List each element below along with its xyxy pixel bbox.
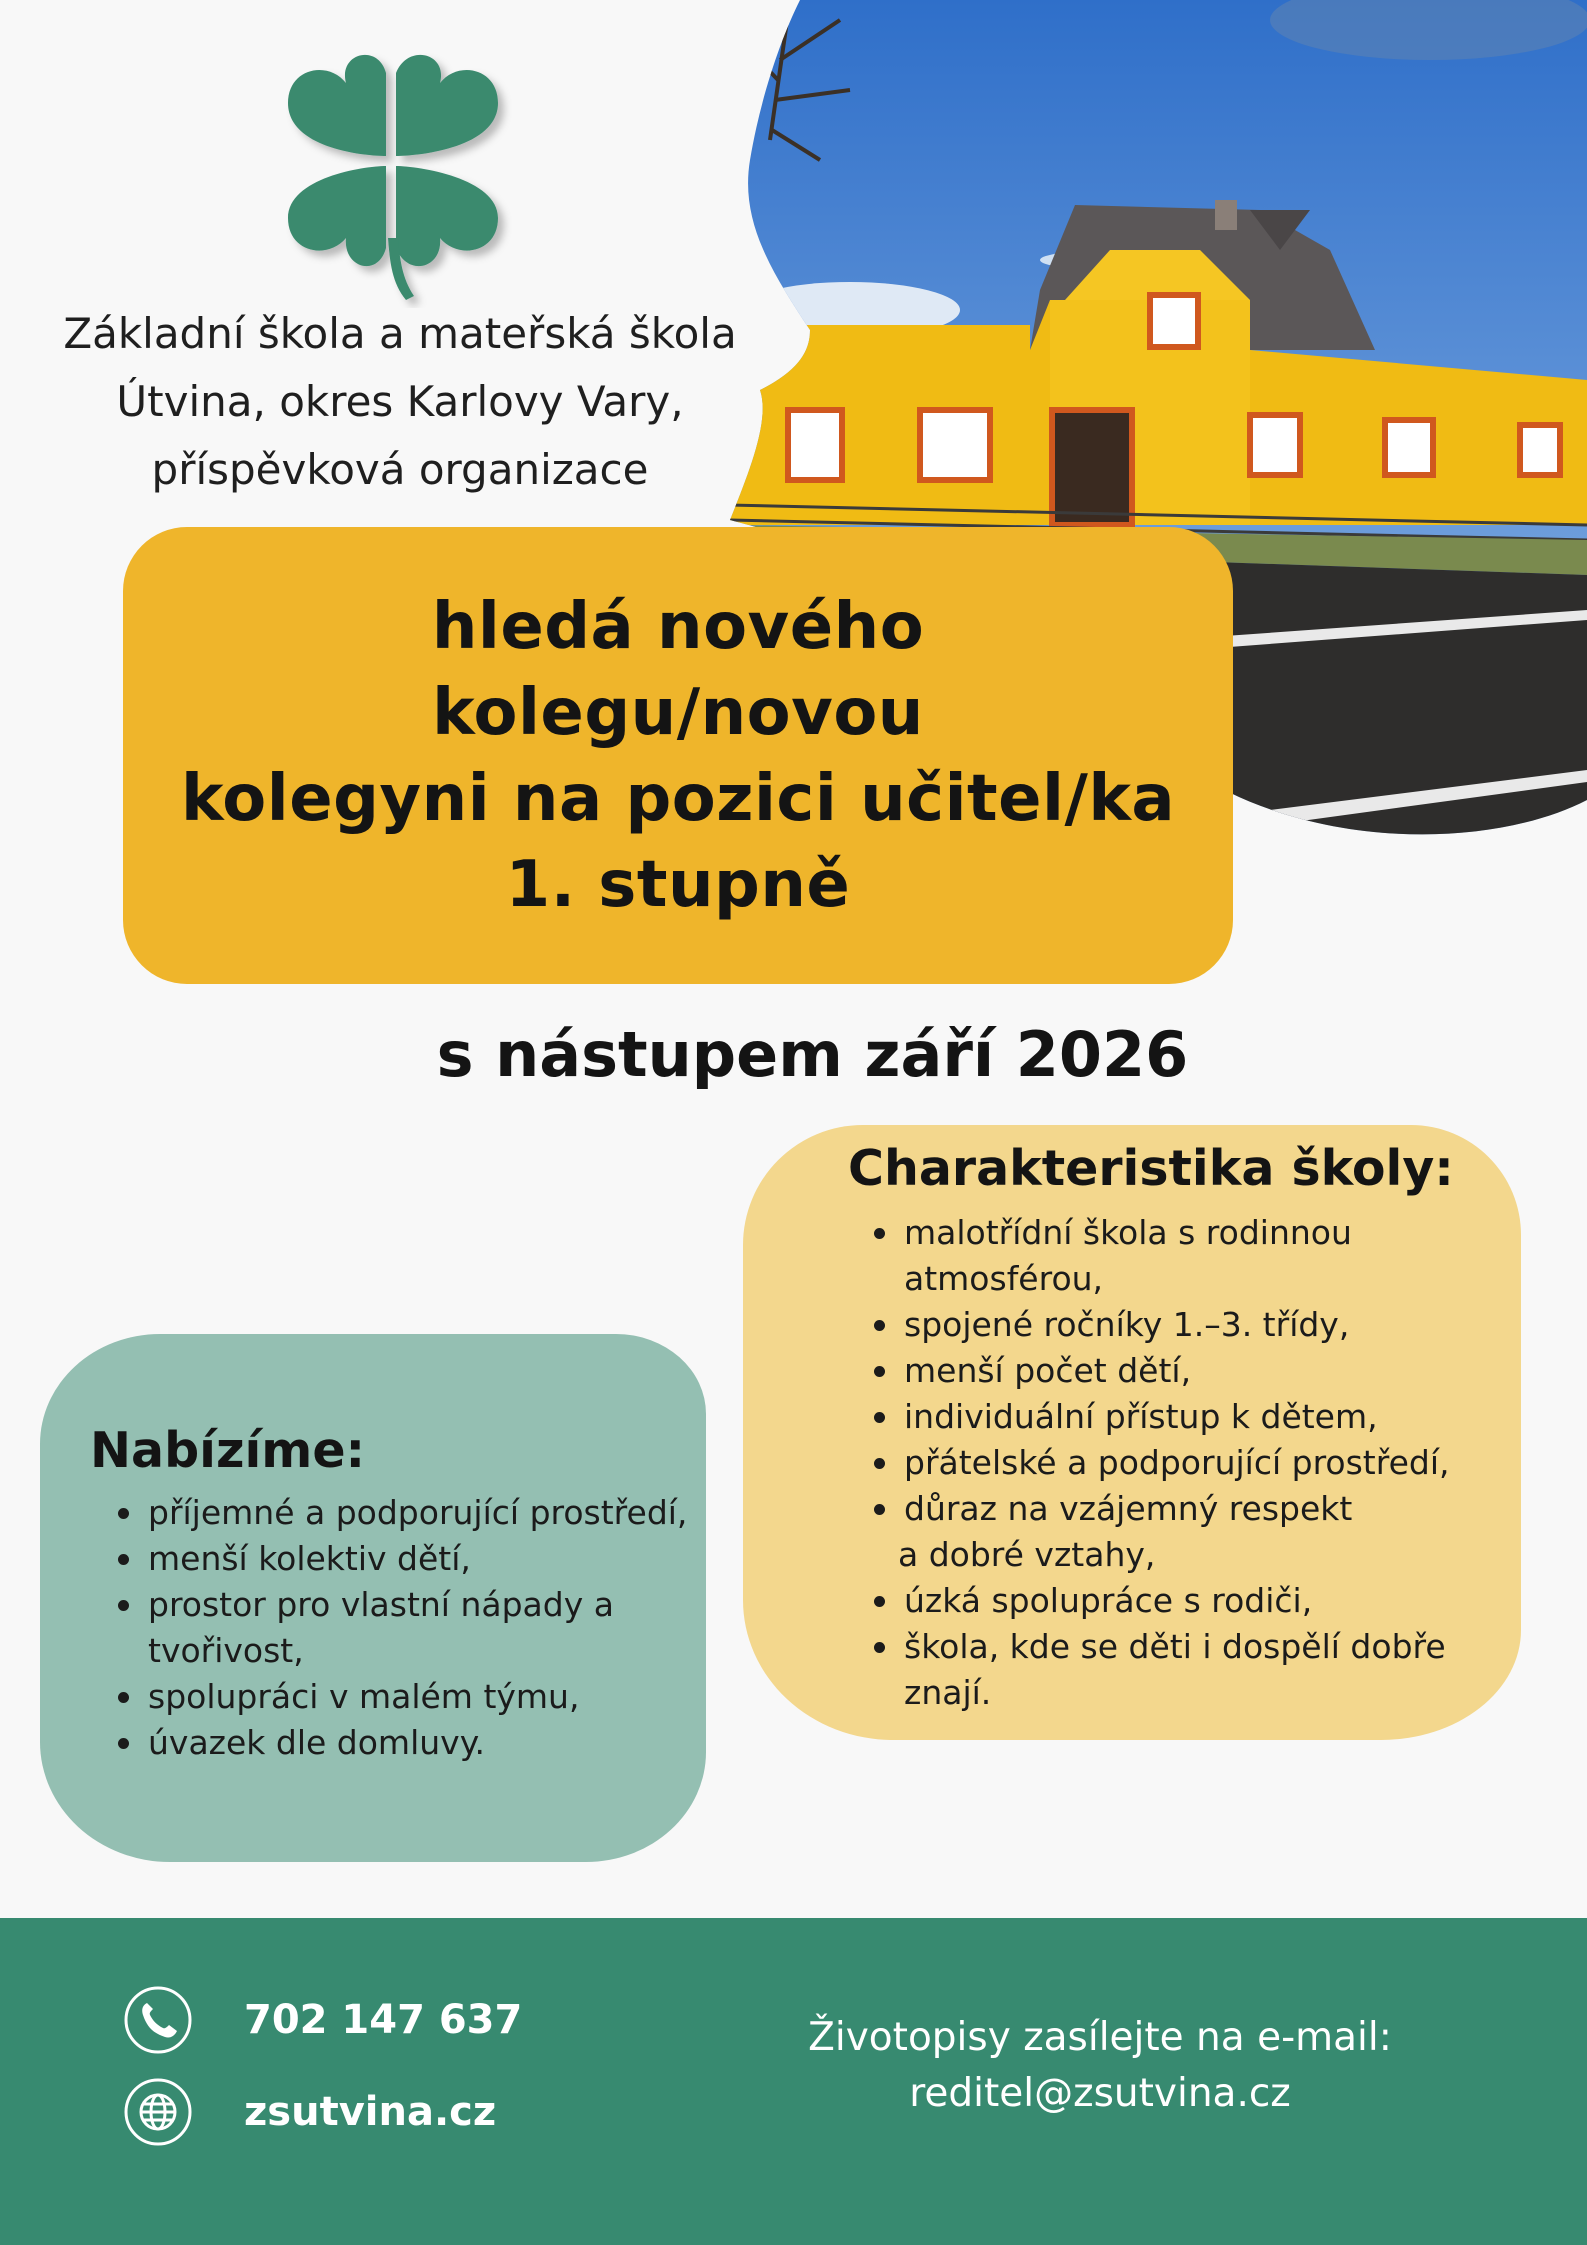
globe-icon — [123, 2077, 193, 2147]
list-item: menší kolektiv dětí, — [112, 1536, 712, 1582]
school-name-line: Útvina, okres Karlovy Vary, — [116, 377, 684, 426]
list-item: malotřídní škola s rodinnou — [868, 1210, 1508, 1256]
characteristics-list — [868, 1210, 1508, 1716]
cv-note — [760, 2010, 1440, 2122]
list-item: úzká spolupráce s rodiči, — [868, 1578, 1508, 1624]
headline-line: hledá nového kolegu/novou — [431, 589, 925, 750]
list-item: prostor pro vlastní nápady a — [112, 1582, 712, 1628]
list-item: spolupráci v malém týmu, — [112, 1674, 712, 1720]
list-item: a dobré vztahy, — [898, 1535, 1156, 1574]
offer-title: Nabízíme: — [90, 1422, 366, 1479]
list-item: škola, kde se děti i dospělí dobře — [868, 1624, 1508, 1670]
offer-list — [112, 1490, 712, 1766]
list-item: příjemné a podporující prostředí, — [112, 1490, 712, 1536]
list-item: přátelské a podporující prostředí, — [868, 1440, 1508, 1486]
email-link[interactable]: reditel@zsutvina.cz — [909, 2071, 1291, 2116]
headline — [178, 584, 1178, 928]
list-item: menší počet dětí, — [868, 1348, 1508, 1394]
headline-line: 1. stupně — [505, 847, 851, 922]
school-name — [30, 300, 770, 504]
list-item: tvořivost, — [148, 1631, 304, 1670]
website-link[interactable]: zsutvina.cz — [244, 2089, 497, 2135]
school-name-line: Základní škola a mateřská škola — [63, 309, 737, 358]
phone-number[interactable]: 702 147 637 — [244, 1997, 523, 2043]
phone-icon — [123, 1985, 193, 2055]
list-item: důraz na vzájemný respekt — [868, 1486, 1508, 1532]
start-date: s nástupem září 2026 — [436, 1018, 1189, 1091]
list-item: úvazek dle domluvy. — [112, 1720, 712, 1766]
list-item: znají. — [904, 1673, 992, 1712]
headline-box — [123, 527, 1233, 984]
list-item: atmosférou, — [904, 1259, 1104, 1298]
school-name-line: příspěvková organizace — [151, 445, 649, 494]
cv-note-text: Životopisy zasílejte na e-mail: — [808, 2015, 1392, 2060]
characteristics-title: Charakteristika školy: — [848, 1140, 1454, 1197]
headline-line: kolegyni na pozici učitel/ka — [180, 761, 1176, 836]
list-item: spojené ročníky 1.–3. třídy, — [868, 1302, 1508, 1348]
list-item: individuální přístup k dětem, — [868, 1394, 1508, 1440]
clover-logo-icon — [268, 38, 518, 308]
